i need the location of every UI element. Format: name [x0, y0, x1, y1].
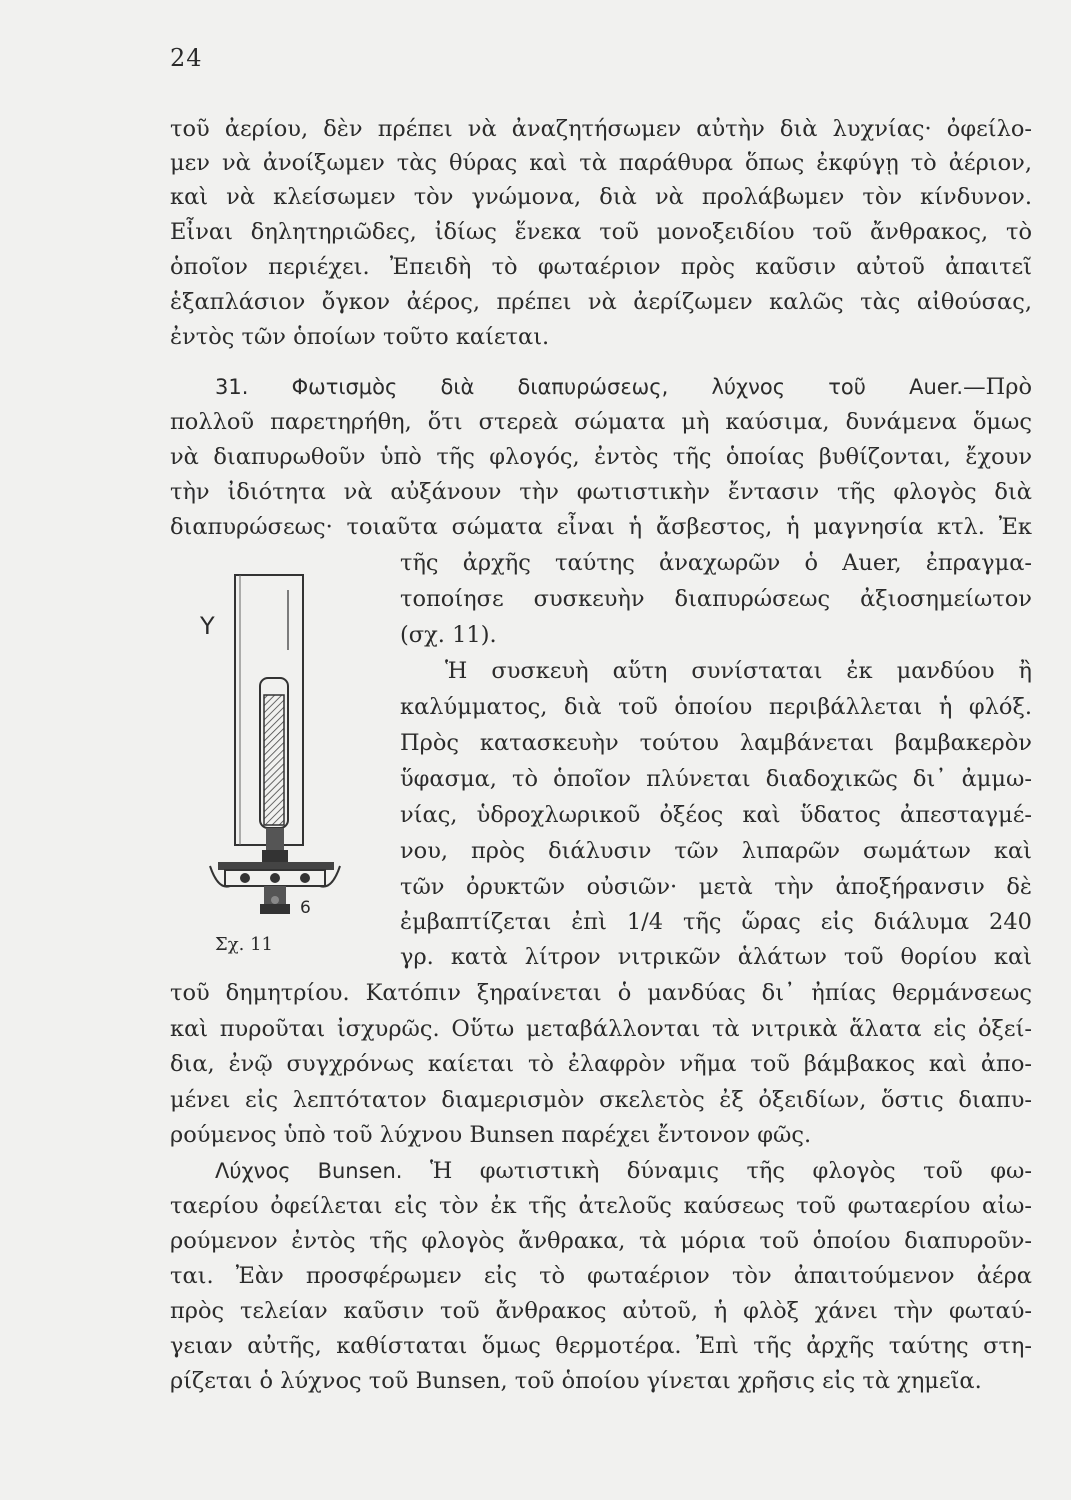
text-line: ταερίου ὀφείλεται εἰς τὸν ἐκ τῆς ἀτελοῦς καύσεως τοῦ φωταερίου αἰω- [170, 1193, 1032, 1219]
text-line: νὰ διαπυρωθοῦν ὑπὸ τῆς φλογός, ἐντὸς τῆς ὁποίας βυθίζονται, ἔχουν [170, 444, 1032, 470]
text-line: μεν νὰ ἀνοίξωμεν τὰς θύρας καὶ τὰ παράθυρα ὅπως ἐκφύγῃ τὸ ἀέριον, [170, 150, 1032, 176]
text-line: ρούμενον ἐντὸς τῆς φλογὸς ἄνθρακα, τὰ μόρια τοῦ ὁποίου διαπυροῦν- [170, 1228, 1032, 1254]
text-line: Εἶναι δηλητηριῶδες, ἰδίως ἕνεκα τοῦ μονοξειδίου τοῦ ἄνθρακος, τὸ [170, 219, 1032, 245]
text-line: τοῦ ἀερίου, δὲν πρέπει νὰ ἀναζητήσωμεν αὐτὴν διὰ λυχνίας· ὀφείλο- [170, 116, 1032, 142]
text-line: πρὸς τελείαν καῦσιν τοῦ ἄνθρακος αὐτοῦ, ἡ φλὸξ χάνει τὴν φωταύ- [170, 1298, 1032, 1324]
text-line: (σχ. 11). [400, 622, 497, 648]
text-line: δια, ἐνῷ συγχρόνως καίεται τὸ ἐλαφρὸν νῆμα τοῦ βάμβακος καὶ ἀπο- [170, 1051, 1032, 1077]
text-line: νου, πρὸς διάλυσιν τῶν λιπαρῶν σωμάτων καὶ [400, 838, 1032, 864]
section-heading: 31. Φωτισμὸς διὰ διαπυρώσεως, λύχνος τοῦ Auer. [215, 375, 964, 399]
text-line: διαπυρώσεως· τοιαῦτα σώματα εἶναι ἡ ἄσβεστος, ἡ μαγνησία κτλ. Ἐκ [170, 514, 1032, 540]
text-line: ρούμενος ὑπὸ τοῦ λύχνου Bunsen παρέχει ἔντονον φῶς. [170, 1122, 812, 1148]
text-line: ται. Ἐὰν προσφέρωμεν εἰς τὸ φωταέριον τὸν ἀπαιτούμενον ἀέρα [170, 1263, 1032, 1289]
text-line: ἐμβαπτίζεται ἐπὶ 1/4 τῆς ὥρας εἰς διάλυμα 240 [400, 909, 1032, 935]
text-line: τοποίησε συσκευὴν διαπυρώσεως ἀξιοσημείωτον [400, 586, 1032, 612]
text-line: ὁποῖον περιέχει. Ἐπειδὴ τὸ φωταέριον πρὸς καῦσιν αὐτοῦ ἀπαιτεῖ [170, 254, 1032, 280]
text-line: καὶ νὰ κλείσωμεν τὸν γνώμονα, διὰ νὰ προλάβωμεν τὸν κίνδυνον. [170, 184, 1032, 210]
bunsen-heading-line [215, 1154, 1032, 1188]
text-line: τὴν ἰδιότητα νὰ αὐξάνουν τὴν φωτιστικὴν ἔντασιν τῆς φλογὸς διὰ [170, 479, 1032, 505]
text-line: πολλοῦ παρετηρήθη, ὅτι στερεὰ σώματα μὴ καύσιμα, δυνάμενα ὅμως [170, 409, 1032, 435]
text-line: ἐντὸς τῶν ὁποίων τοῦτο καίεται. [170, 324, 550, 350]
figure-label-6: 6 [300, 898, 311, 918]
text-line: ρίζεται ὁ λύχνος τοῦ Bunsen, τοῦ ὁποίου γίνεται χρῆσις εἰς τὰ χημεῖα. [170, 1368, 982, 1394]
text-line: γρ. κατὰ λίτρον νιτρικῶν ἁλάτων τοῦ θορίου καὶ [400, 944, 1032, 970]
text-line: ὕφασμα, τὸ ὁποῖον πλύνεται διαδοχικῶς δι᾽ ἀμμω- [400, 766, 1032, 792]
page-number: 24 [170, 44, 203, 72]
text-line: Πρὸς κατασκευὴν τούτου λαμβάνεται βαμβακερὸν [400, 730, 1032, 756]
text-line: Ἡ συσκευὴ αὕτη συνίσταται ἐκ μανδύου ἢ [445, 658, 1032, 684]
text-line: τῆς ἀρχῆς ταύτης ἀναχωρῶν ὁ Auer, ἐπραγμα- [400, 550, 1032, 576]
text-line: μένει εἰς λεπτότατον διαμερισμὸν σκελετὸς ἐξ ὀξειδίων, ὅστις διαπυ- [170, 1087, 1032, 1113]
text-line: γειαν αὐτῆς, καθίσταται ὅμως θερμοτέρα. Ἐπὶ τῆς ἀρχῆς ταύτης στη- [170, 1333, 1032, 1359]
text-line: ἑξαπλάσιον ὄγκον ἀέρος, πρέπει νὰ ἀερίζωμεν καλῶς τὰς αἰθούσας, [170, 289, 1032, 315]
text-line: —Πρὸ [963, 374, 1032, 400]
figure-caption: Σχ. 11 [215, 934, 273, 955]
figure-auer-mantle [190, 560, 360, 955]
text-line: τῶν ὀρυκτῶν οὐσιῶν· μετὰ τὴν ἀποξήρανσιν δὲ [400, 874, 1032, 900]
figure-label-y: Y [200, 612, 215, 640]
text-line: καὶ πυροῦται ἰσχυρῶς. Οὕτω μεταβάλλονται τὰ νιτρικὰ ἅλατα εἰς ὀξεί- [170, 1016, 1032, 1042]
text-line: Ἡ φωτιστικὴ δύναμις τῆς φλογὸς τοῦ φω- [429, 1158, 1032, 1184]
text-line: καλύμματος, διὰ τοῦ ὁποίου περιβάλλεται ἡ φλόξ. [400, 694, 1032, 720]
section-heading-line [215, 370, 1032, 404]
bunsen-heading: Λύχνος Bunsen. [215, 1159, 403, 1183]
lamp-illustration [190, 560, 360, 955]
text-line: νίας, ὑδροχλωρικοῦ ὀξέος καὶ ὕδατος ἀπεσταγμέ- [400, 802, 1032, 828]
text-line: τοῦ δημητρίου. Κατόπιν ξηραίνεται ὁ μανδύας δι᾽ ἠπίας θερμάνσεως [170, 980, 1032, 1006]
